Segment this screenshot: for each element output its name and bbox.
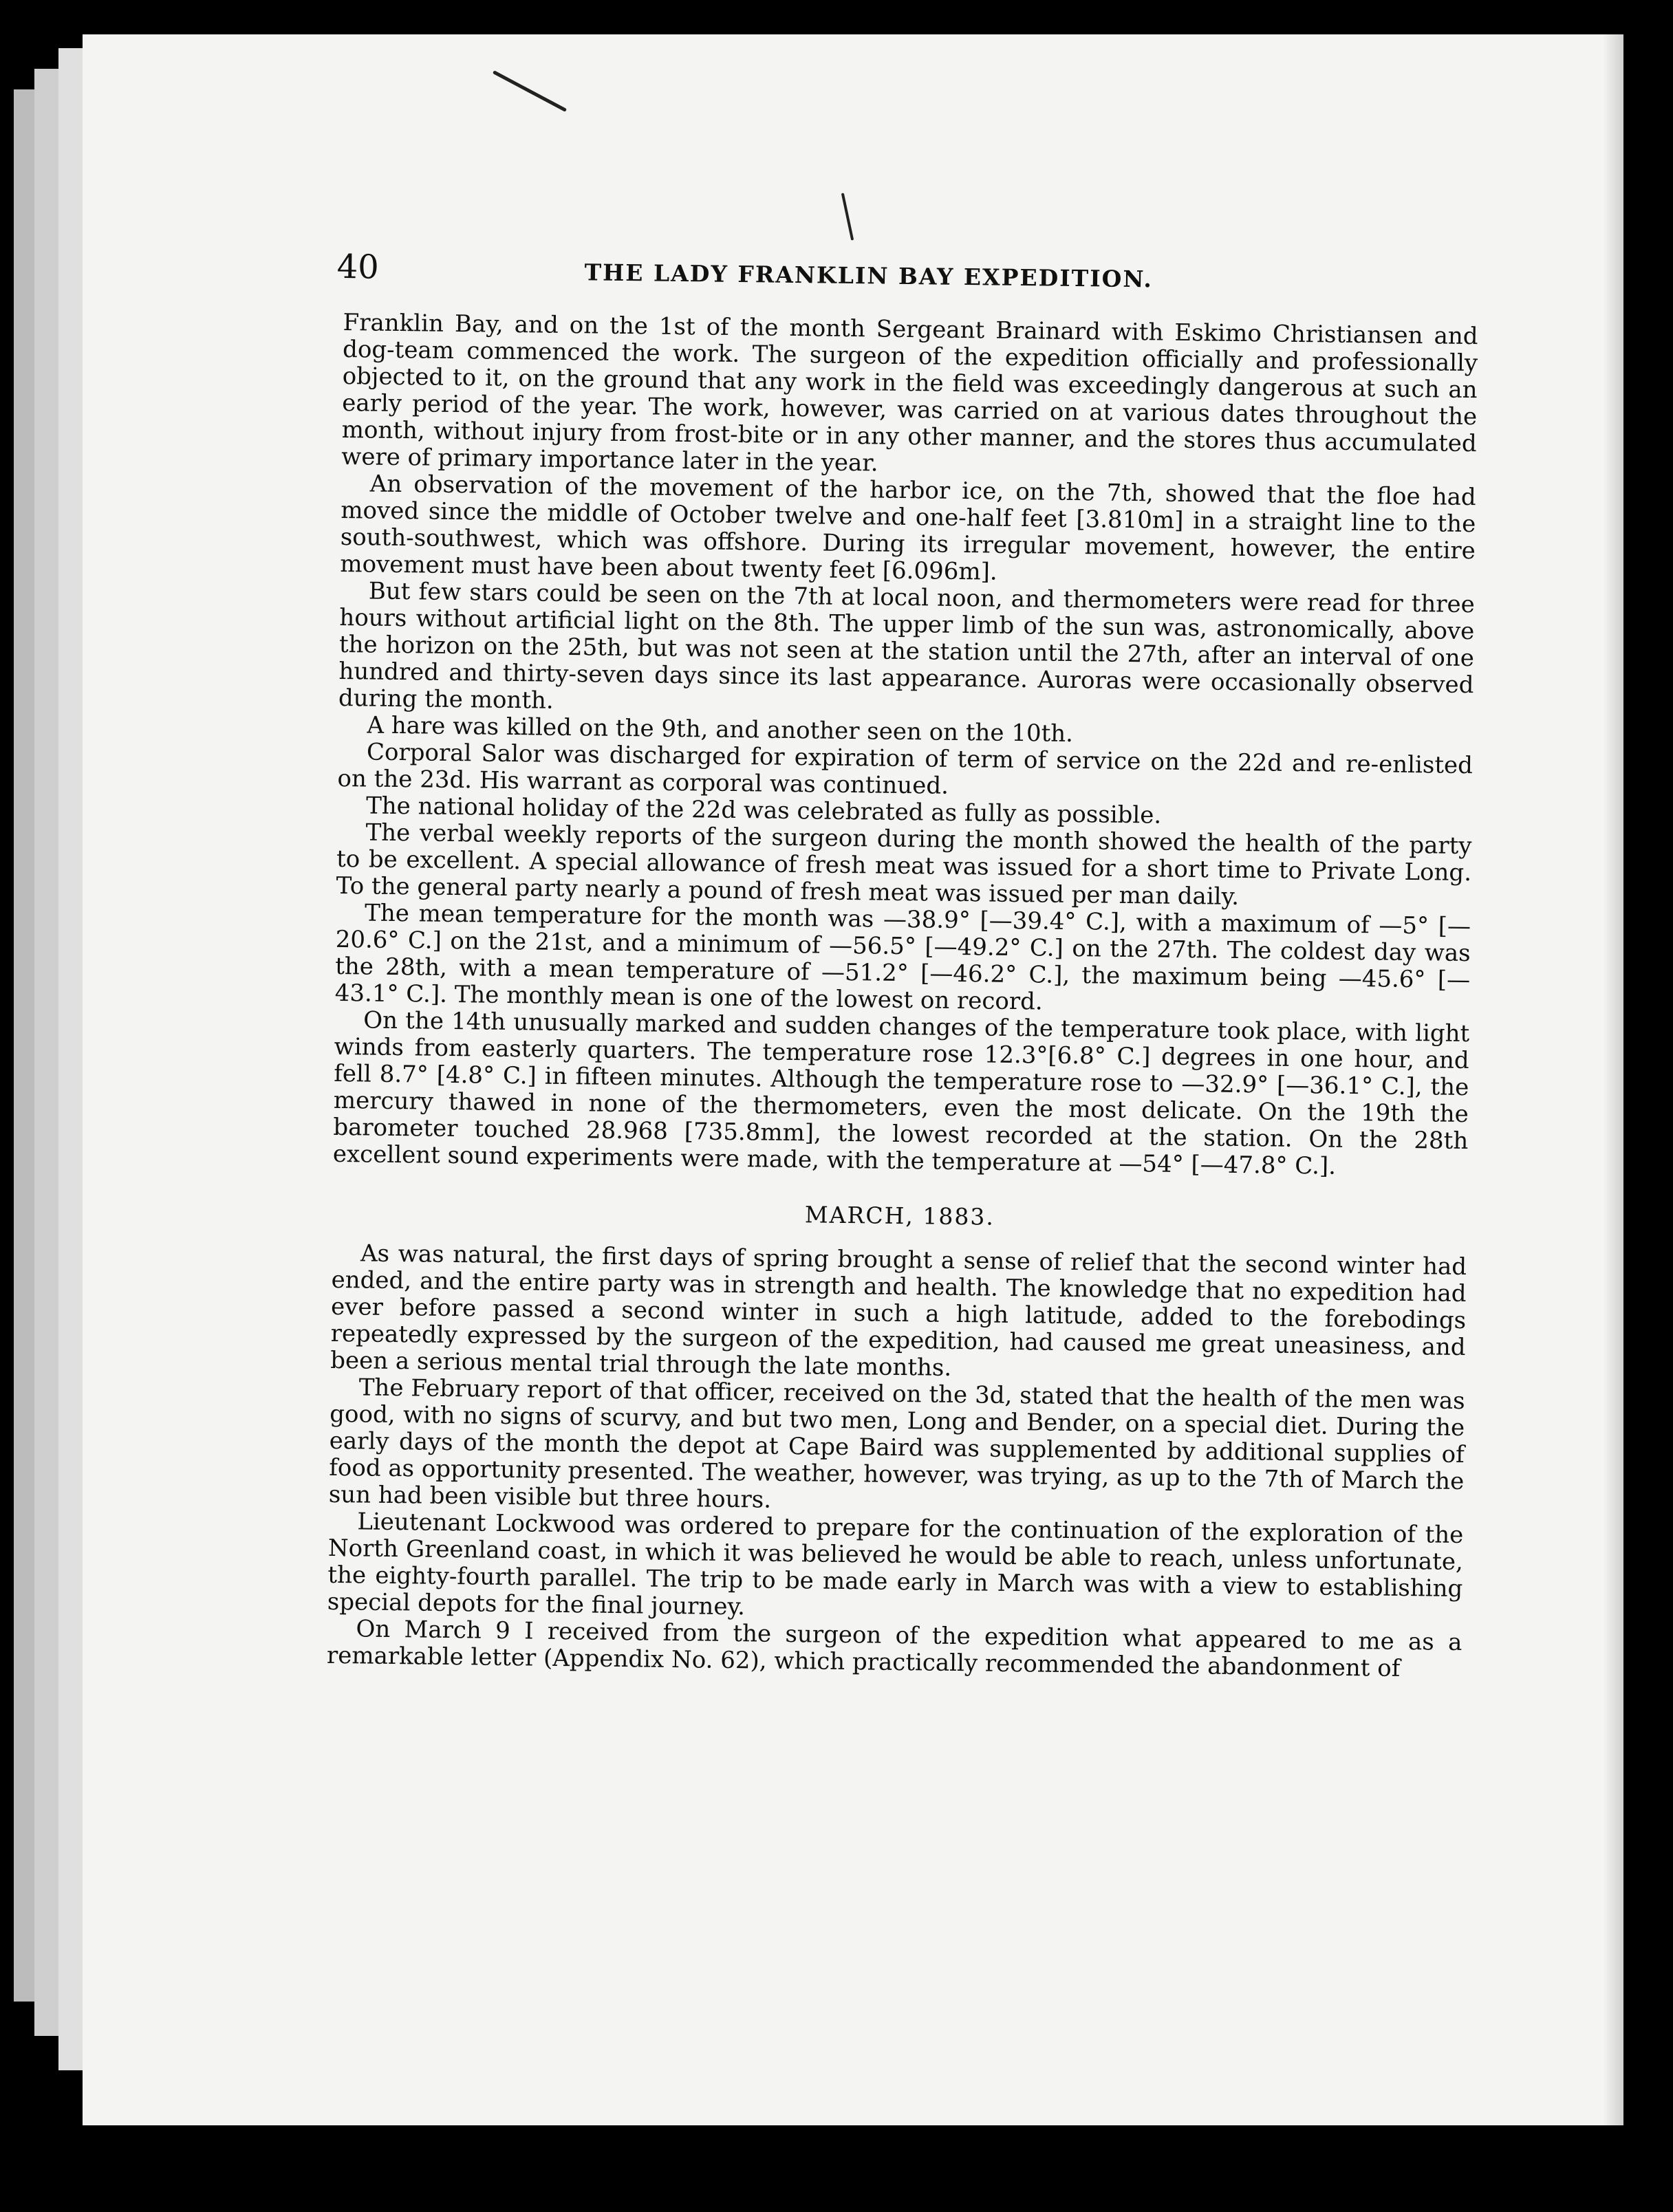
paragraph: But few stars could be seen on the 7th at local noon, and thermometers were read for three hours without artificial light on the 8th. The upper limb of the sun was, astronomically, above the horizon on the 25th, but was not seen at the station until the 27th, after an interval of one hundred and thirty-seven days since its last appearance. Auroras were occasionally observed during the month. bbox=[338, 577, 1476, 715]
stray-mark bbox=[841, 193, 854, 240]
page-shadow bbox=[1603, 34, 1623, 2125]
paragraph: The national holiday of the 22d was celebrated as fully as possible. bbox=[365, 792, 1162, 830]
page-content bbox=[327, 248, 1479, 1683]
paragraph: On March 9 I received from the surgeon of the expedition what appeared to me as a remarkable letter (Appendix No. 62), which practically recommended the abandonment of bbox=[326, 1615, 1462, 1682]
paragraph: A hare was killed on the 9th, and another seen on the 10th. bbox=[367, 711, 1074, 748]
paragraph: On the 14th unusually marked and sudden changes of the temperature took place, with light winds from easterly quarters. The temperature rose 12.3°[6.8° C.] degrees in one hour, and fell 8.7° [4.8° C.] in fifteen minutes. Although the temperature rose to —32.9° [—36.1° C.], the mercury thawed in none of the thermometers, even the most delicate. On the 19th the barometer touched 28.968 [735.8mm], the lowest recorded at the station. On the 28th excellent sound experiments were made, with the temperature at —54° [—47.8° C.]. bbox=[332, 1006, 1470, 1180]
paragraph: Franklin Bay, and on the 1st of the month Sergeant Brainard with Eskimo Christiansen and dog-team commenced the work. The surgeon of the expedition officially and professionally objected to it, on the ground that any work in the field was exceedingly dangerous at such an early period of the year. The work, however, was carried on at various dates throughout the month, without injury from frost-bite or in any other manner, and the stores thus accumulated were of primary importance later in the year. bbox=[341, 308, 1478, 477]
page-number: 40 bbox=[336, 247, 380, 287]
section-title: MARCH, 1883. bbox=[804, 1201, 995, 1230]
paragraph: The February report of that officer, received on the 3d, stated that the health of the men was good, with no signs of scurvy, and but two men, Long and Bender, on a special diet. During the early days of the month the depot at Cape Baird was supplemented by additional supplies of food as opportunity presented. The weather, however, was trying, as up to the 7th of March the sun had been visible but three hours. bbox=[328, 1374, 1465, 1514]
paragraph: The mean temperature for the month was —38.9° [—39.4° C.], with a maximum of —5° [—20.6° C.] on the 21st, and a minimum of —56.5° [—49.2° C.] on the 27th. The coldest day was the 28th, with a mean temperature of —51.2° [—46.2° C.], the maximum being —45.6° [—43.1° C.]. The monthly mean is one of the lowest on record. bbox=[334, 899, 1471, 1016]
paragraph: As was natural, the first days of spring brought a sense of relief that the second winter had ended, and the entire party was in strength and health. The knowledge that no expedition had ever before passed a second winter in such a high latitude, added to the forebodings repeatedly expressed by the surgeon of the expedition, had caused me great uneasiness, and been a serious mental trial through the late months. bbox=[330, 1239, 1467, 1382]
paragraph: An observation of the movement of the harbor ice, on the 7th, showed that the floe had moved since the middle of October twelve and one-half feet [3.810m] in a straight line to the south-southwest, which was offshore. During its irregular movement, however, the entire movement must have been about twenty feet [6.096m]. bbox=[340, 470, 1476, 586]
paragraph: The verbal weekly reports of the surgeon during the month showed the health of the party to be excellent. A special allowance of fresh meat was issued for a short time to Private Long. To the general party nearly a pound of fresh meat was issued per man daily. bbox=[336, 818, 1472, 911]
stray-mark bbox=[493, 70, 567, 112]
paragraph: Corporal Salor was discharged for expiration of term of service on the 22d and re-enlisted on the 23d. His warrant as corporal was continued. bbox=[337, 738, 1474, 800]
book-page bbox=[83, 34, 1623, 2125]
paragraph: Lieutenant Lockwood was ordered to prepare for the continuation of the exploration of the North Greenland coast, in which it was believed he would be able to reach, unless unfortunate, the eighty-fourth parallel. The trip to be made early in March was with a view to establishing special depots for the final journey. bbox=[327, 1508, 1464, 1621]
running-head: THE LADY FRANKLIN BAY EXPEDITION. bbox=[584, 259, 1154, 293]
